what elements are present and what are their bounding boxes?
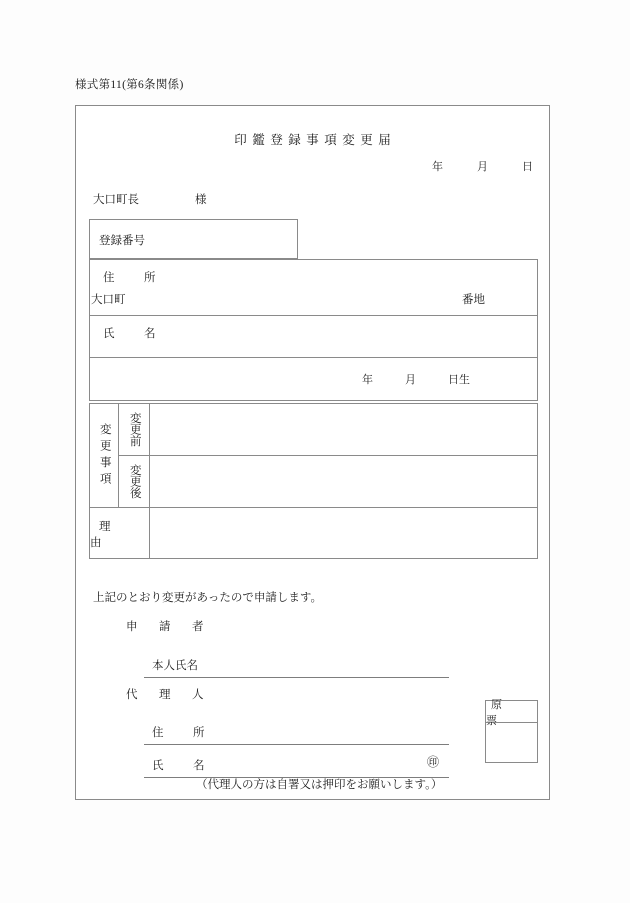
agent-section-label: 代 理 人 — [126, 689, 209, 701]
addressee — [93, 191, 207, 207]
address-row[interactable] — [90, 260, 537, 316]
personal-info-block — [89, 259, 538, 401]
change-after-label-cell — [119, 456, 149, 508]
agent-address-label: 住 所 — [152, 727, 214, 739]
name-row[interactable] — [90, 316, 537, 358]
change-after-label: 変更後 — [128, 464, 141, 499]
birthdate-row[interactable] — [90, 358, 537, 400]
declaration-statement: 上記のとおり変更があったので申請します。 — [93, 592, 322, 604]
applicant-name-label: 本人氏名 — [152, 660, 198, 672]
change-after-value-field[interactable] — [150, 456, 537, 507]
birth-month-label: 月 — [405, 374, 416, 386]
name-label: 氏 名 — [103, 328, 165, 340]
change-subcategory-cells — [119, 404, 150, 507]
reason-value-field[interactable] — [150, 508, 537, 559]
form-frame — [75, 105, 550, 800]
date-month-label: 月 — [477, 161, 488, 173]
birth-year-label: 年 — [362, 374, 373, 386]
agent-name-label: 氏 名 — [152, 760, 214, 772]
change-items-table — [89, 403, 538, 559]
reason-label: 理 由 — [90, 508, 150, 559]
change-category-label-cell — [90, 404, 119, 507]
change-category-label: 変更事項 — [98, 422, 111, 489]
addressee-name: 大口町長 — [93, 194, 139, 206]
agent-note: （代理人の方は自署又は押印をお願いします。） — [196, 779, 443, 791]
form-number-label: 様式第11(第6条関係) — [75, 79, 184, 91]
change-before-label: 変更前 — [128, 412, 141, 447]
change-items-upper — [90, 404, 537, 508]
registration-number-box[interactable] — [89, 219, 298, 259]
page-title: 印鑑登録事項変更届 — [234, 133, 397, 147]
registration-number-label: 登録番号 — [99, 235, 145, 247]
genpyo-label: 原 票 — [486, 701, 537, 723]
address-label: 住 所 — [103, 272, 165, 284]
change-items-lower — [90, 508, 537, 559]
genpyo-box — [485, 700, 538, 763]
genpyo-value-field[interactable] — [486, 723, 537, 763]
date-day-label: 日 — [522, 161, 533, 173]
applicant-section-label: 申 請 者 — [126, 621, 209, 633]
change-before-label-cell — [119, 404, 149, 456]
seal-stamp-icon: ㊞ — [427, 755, 440, 769]
address-suffix-banchi: 番地 — [462, 294, 485, 306]
address-town-prefix: 大口町 — [91, 294, 126, 306]
date-year-label: 年 — [432, 161, 443, 173]
submission-date-line — [432, 158, 533, 174]
birth-day-label: 日生 — [448, 374, 470, 386]
birthdate-line — [362, 371, 470, 387]
change-before-value-field[interactable] — [150, 404, 537, 456]
addressee-honorific: 様 — [195, 194, 207, 206]
